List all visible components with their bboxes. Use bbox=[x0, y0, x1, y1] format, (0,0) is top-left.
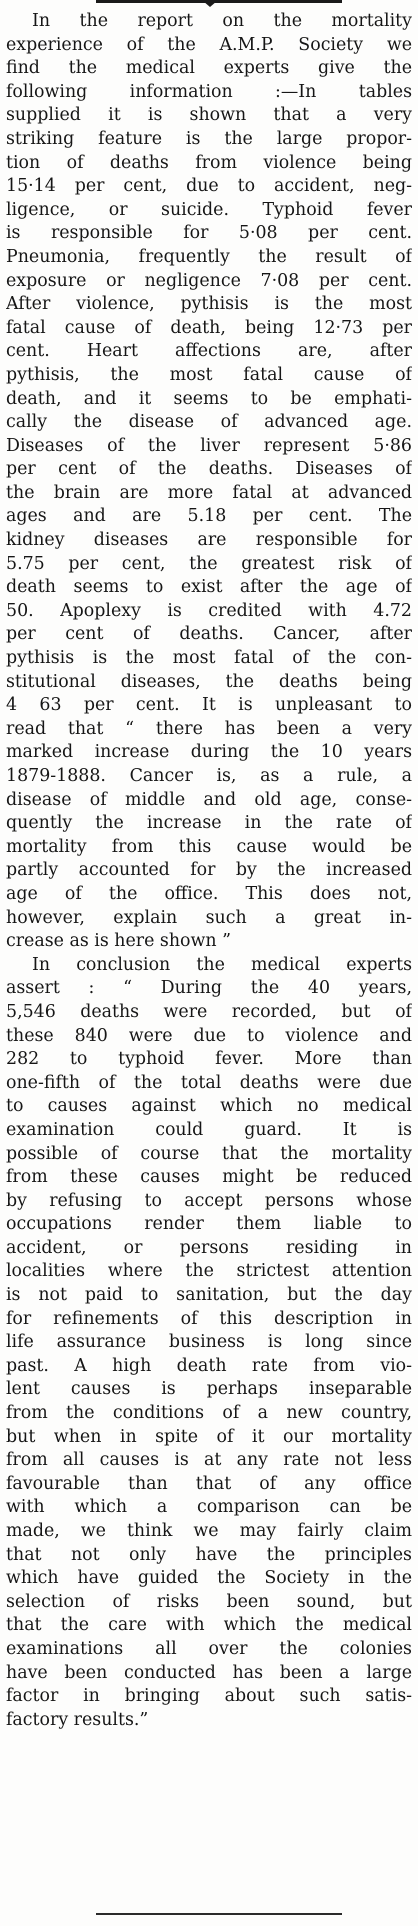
article-text-line: the brain are more fatal at advanced bbox=[6, 482, 412, 503]
article-text-line: cent. Heart affections are, after bbox=[6, 341, 412, 362]
article-text-line: accident, or persons residing in bbox=[6, 1237, 412, 1258]
article-text-line: Pneumonia, frequently the result of bbox=[6, 246, 412, 267]
article-text-line: which have guided the Society in the bbox=[6, 1568, 412, 1589]
article-text-line: disease of middle and old age, conse- bbox=[6, 789, 412, 810]
article-text-line: possible of course that the mortality bbox=[6, 1143, 412, 1164]
article-text-line: but when in spite of it our mortality bbox=[6, 1426, 412, 1447]
article-text-line: read that “ there has been a very bbox=[6, 718, 412, 739]
article-text-line: experience of the A.M.P. Society we bbox=[6, 34, 412, 55]
article-text-line: pythisis, the most fatal cause of bbox=[6, 364, 412, 385]
top-divider-ornament bbox=[203, 1, 217, 7]
article-text-line: death, and it seems to be emphati- bbox=[6, 388, 412, 409]
article-text-line: pythisis is the most fatal of the con- bbox=[6, 648, 412, 669]
article-text-line: however, explain such a great in- bbox=[6, 907, 412, 928]
article-text-line: factory results.” bbox=[6, 1709, 149, 1730]
article-text-line: made, we think we may fairly claim bbox=[6, 1521, 412, 1541]
article-text-line: these 840 were due to violence and bbox=[6, 1025, 412, 1046]
article-text-line: 15·14 per cent, due to accident, neg- bbox=[6, 176, 412, 197]
article-text-line: by refusing to accept persons whose bbox=[6, 1190, 412, 1211]
article-text-line: localities where the strictest attention bbox=[6, 1261, 412, 1282]
article-text-line: tion of deaths from violence being bbox=[6, 152, 412, 173]
article-text-line: After violence, pythisis is the most bbox=[6, 294, 412, 315]
article-text-line: following information :—In tables bbox=[6, 81, 412, 102]
article-text-line: In the report on the mortality bbox=[32, 11, 412, 31]
article-text-line: quently the increase in the rate of bbox=[6, 813, 412, 834]
article-text-line: from all causes is at any rate not less bbox=[6, 1450, 412, 1471]
article-text-line: supplied it is shown that a very bbox=[6, 105, 412, 126]
article-text-line: is not paid to sanitation, but the day bbox=[6, 1285, 412, 1306]
article-text-line: that not only have the principles bbox=[6, 1544, 412, 1565]
article-text-line: from the conditions of a new country, bbox=[6, 1403, 412, 1424]
article-text-line: Diseases of the liver represent 5·86 bbox=[6, 435, 412, 456]
article-text-line: age of the office. This does not, bbox=[6, 883, 412, 904]
article-text-line: selection of risks been sound, but bbox=[6, 1591, 412, 1612]
article-text-line: examination could guard. It is bbox=[6, 1119, 412, 1140]
article-text-line: from these causes might be reduced bbox=[6, 1167, 412, 1188]
article-text-line: factor in bringing about such satis- bbox=[6, 1686, 412, 1707]
article-text-line: stitutional diseases, the deaths being bbox=[6, 671, 412, 692]
article-text-line: is responsible for 5·08 per cent. bbox=[6, 223, 412, 244]
top-divider-rule bbox=[96, 0, 342, 3]
article-text-line: partly accounted for by the increased bbox=[6, 860, 412, 881]
article-text-line: crease as is here shown ” bbox=[6, 931, 232, 952]
article-column bbox=[0, 10, 418, 1910]
article-paragraph-1 bbox=[6, 10, 412, 954]
bottom-divider-rule bbox=[96, 1913, 342, 1915]
article-text-line: find the medical experts give the bbox=[6, 58, 412, 79]
article-text-line: 4 63 per cent. It is unpleasant to bbox=[6, 695, 412, 716]
article-text-line: exposure or negligence 7·08 per cent. bbox=[6, 270, 412, 291]
article-text-line: 5.75 per cent, the greatest risk of bbox=[6, 553, 412, 574]
article-text-line: 282 to typhoid fever. More than bbox=[6, 1049, 412, 1070]
article-text-line: kidney diseases are responsible for bbox=[6, 530, 412, 551]
article-text-line: per cent of the deaths. Diseases of bbox=[6, 459, 412, 480]
article-text-line: one-fifth of the total deaths were due bbox=[6, 1072, 412, 1093]
article-text-line: cally the disease of advanced age. bbox=[6, 412, 412, 433]
article-text-line: with which a comparison can be bbox=[6, 1497, 412, 1518]
article-text-line: mortality from this cause would be bbox=[6, 836, 412, 857]
article-text-line: 1879-1888. Cancer is, as a rule, a bbox=[6, 766, 412, 786]
article-text-line: marked increase during the 10 years bbox=[6, 742, 412, 763]
article-paragraph-2 bbox=[6, 954, 412, 1733]
article-text-line: death seems to exist after the age of bbox=[6, 577, 412, 598]
article-text-line: that the care with which the medical bbox=[6, 1615, 412, 1636]
article-text-line: per cent of deaths. Cancer, after bbox=[6, 624, 412, 645]
article-text-line: lent causes is perhaps inseparable bbox=[6, 1379, 412, 1400]
article-text-line: striking feature is the large propor- bbox=[6, 128, 412, 149]
article-text-line: assert : “ During the 40 years, bbox=[6, 978, 412, 999]
article-text-line: ages and are 5.18 per cent. The bbox=[6, 506, 412, 527]
article-text-line: past. A high death rate from vio- bbox=[6, 1355, 412, 1376]
article-text-line: 50. Apoplexy is credited with 4.72 bbox=[6, 600, 412, 621]
article-text-line: life assurance business is long since bbox=[6, 1332, 412, 1353]
article-text-line: occupations render them liable to bbox=[6, 1214, 412, 1235]
article-text-line: for refinements of this description in bbox=[6, 1308, 412, 1329]
article-text-line: favourable than that of any office bbox=[6, 1473, 412, 1494]
article-text-line: 5,546 deaths were recorded, but of bbox=[6, 1001, 412, 1022]
article-text-line: In conclusion the medical experts bbox=[32, 954, 412, 975]
article-text-line: ligence, or suicide. Typhoid fever bbox=[6, 199, 412, 220]
article-text-line: have been conducted has been a large bbox=[6, 1662, 412, 1683]
article-text-line: to causes against which no medical bbox=[6, 1096, 412, 1117]
article-text-line: fatal cause of death, being 12·73 per bbox=[6, 317, 412, 338]
article-text-line: examinations all over the colonies bbox=[6, 1638, 412, 1659]
